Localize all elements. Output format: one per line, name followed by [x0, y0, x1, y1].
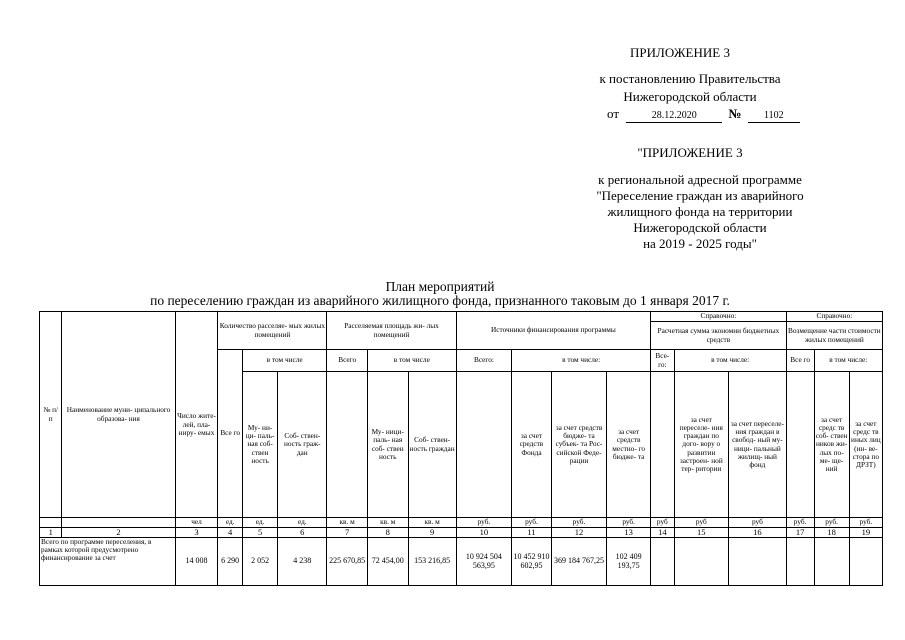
col-number-cell: 7 [327, 528, 368, 538]
number-label: № [728, 106, 742, 121]
col-sources-header: Источники финансирования программы [456, 312, 650, 350]
qty-muni-header: Му- ни- ци- паль- ная соб- ствен ность [242, 372, 277, 518]
comp-total-header: Все го [786, 350, 814, 372]
empty-cell [849, 538, 882, 586]
col-qty-header: Количество расселяе- мых жилых помещений [218, 312, 327, 350]
appendix-date-line [607, 106, 800, 123]
empty-cell [786, 538, 814, 586]
empty-cell [729, 538, 787, 586]
econ-incl-header: в том числе: [674, 350, 786, 372]
col-compensation-header: Возмещение части стоимости жилых помещений [786, 322, 882, 350]
col-number-cell: 19 [849, 528, 882, 538]
fin-fund-header: за счет средств Фонда [512, 372, 552, 518]
unit-cell: руб [651, 518, 675, 528]
unit-cell: кв. м [408, 518, 456, 528]
program-line: к региональной адресной программе [598, 172, 802, 187]
from-label: от [607, 106, 620, 121]
fin-total-header: Всего: [456, 350, 512, 372]
col-number-cell: 3 [175, 528, 218, 538]
col-number-cell: 15 [674, 528, 728, 538]
col-number-cell: 6 [278, 528, 327, 538]
econ-total-cell [651, 372, 675, 518]
econ-free-fund-header: за счет переселе- ния граждан в свобод- ный му- ници- пальный жилищ- ный фонд [729, 372, 787, 518]
col-number-cell: 14 [651, 528, 675, 538]
col-number-cell: 8 [367, 528, 408, 538]
total-qty: 6 290 [218, 538, 243, 586]
table-row [40, 538, 883, 586]
col-number-cell: 12 [551, 528, 607, 538]
program-line: на 2019 - 2025 годы" [643, 236, 757, 251]
reference-label: Справочно: [651, 312, 787, 322]
qty-total-header: Все го [218, 350, 243, 518]
plan-title: План мероприятий [385, 279, 495, 294]
program-line: Нижегородской области [633, 220, 767, 235]
empty-cell [651, 538, 675, 586]
qty-own-header: Соб- ствен- ность граж- дан [278, 372, 327, 518]
col-name-header: Наименование муни- ципального образова- ния [62, 312, 175, 518]
area-total-cell [327, 372, 368, 518]
unit-cell: руб. [814, 518, 849, 528]
program-line: жилищного фонда на территории [607, 204, 793, 219]
comp-owners-header: за счет средс тв соб- ствен ников жи- лых по- ме- ще- ний [814, 372, 849, 518]
col-number-cell: 2 [62, 528, 175, 538]
unit-cell: руб. [786, 518, 814, 528]
total-fin-local: 102 409 193,75 [607, 538, 651, 586]
area-muni-header: Му- ници- паль- ная соб- ствен ность [367, 372, 408, 518]
col-economy-header: Расчетная сумма экономии бюджетных средств [651, 322, 787, 350]
appendix-line1: к постановлению Правительства [599, 71, 781, 86]
total-qty-own: 4 238 [278, 538, 327, 586]
col-number-header: № п/ п [40, 312, 62, 518]
unit-cell: ед. [242, 518, 277, 528]
unit-cell: ед. [278, 518, 327, 528]
plan-subtitle: по переселению граждан из аварийного жилищного фонда, признанного таковым до 1 января 2017 г. [150, 293, 730, 308]
col-number-cell: 18 [814, 528, 849, 538]
unit-cell: руб. [849, 518, 882, 528]
col-number-cell: 9 [408, 528, 456, 538]
unit-cell: кв. м [327, 518, 368, 528]
qty-incl-header: в том числе [242, 350, 326, 372]
empty-cell [674, 538, 728, 586]
total-fin-fund: 10 452 910 602,95 [512, 538, 552, 586]
appendix-line2: Нижегородской области [623, 89, 757, 104]
col-number-cell: 13 [607, 528, 651, 538]
program-appendix-title: "ПРИЛОЖЕНИЕ 3 [637, 145, 743, 160]
decree-number: 1102 [748, 110, 800, 123]
fin-local-header: за счет средств местно- го бюдже- та [607, 372, 651, 518]
fin-total-cell [456, 372, 512, 518]
total-row-label: Всего по программе переселения, в рамках которой предусмотрено финансирование за счет [40, 538, 176, 586]
unit-cell: кв. м [367, 518, 408, 528]
unit-cell: ед. [218, 518, 243, 528]
area-incl-header: в том числе [367, 350, 456, 372]
comp-investors-header: за счет средс тв иных лиц (ин- ве- стора по ДРЗТ) [849, 372, 882, 518]
unit-cell: чел [175, 518, 218, 528]
unit-cell: руб. [551, 518, 607, 528]
program-appendix-block [560, 172, 840, 252]
econ-contract-header: за счет переселе- ния граждан по дого- вору о развитии застроен- ной тер- ритории [674, 372, 728, 518]
col-people-header: Число жите- лей, пла- ниру- емых [175, 312, 218, 518]
decree-date: 28.12.2020 [626, 110, 722, 123]
total-qty-muni: 2 052 [242, 538, 277, 586]
reference-label: Справочно: [786, 312, 882, 322]
unit-cell: руб. [607, 518, 651, 528]
col-number-cell: 5 [242, 528, 277, 538]
col-number-cell: 17 [786, 528, 814, 538]
total-people: 14 008 [175, 538, 218, 586]
col-number-cell: 10 [456, 528, 512, 538]
econ-total-header: Все- го: [651, 350, 675, 372]
total-fin: 10 924 504 563,95 [456, 538, 512, 586]
unit-cell: руб. [456, 518, 512, 528]
total-area-muni: 72 454,00 [367, 538, 408, 586]
total-area-own: 153 216,85 [408, 538, 456, 586]
col-number-cell: 16 [729, 528, 787, 538]
plan-table [39, 311, 883, 586]
empty-cell [814, 538, 849, 586]
unit-cell [40, 518, 62, 528]
unit-cell: руб. [512, 518, 552, 528]
appendix-title: ПРИЛОЖЕНИЕ 3 [630, 45, 730, 60]
area-own-header: Соб- ствен- ность граждан [408, 372, 456, 518]
unit-cell: руб [729, 518, 787, 528]
col-number-cell: 1 [40, 528, 62, 538]
unit-cell: руб [674, 518, 728, 528]
col-area-header: Расселяемая площадь жи- лых помещений [327, 312, 456, 350]
program-line: "Переселение граждан из аварийного [596, 188, 804, 203]
total-fin-subj: 369 184 767,25 [551, 538, 607, 586]
comp-incl-header: в том числе: [814, 350, 883, 372]
comp-total-cell [786, 372, 814, 518]
area-total-header: Всего [327, 350, 368, 372]
col-number-cell: 4 [218, 528, 243, 538]
total-area: 225 670,85 [327, 538, 368, 586]
unit-cell [62, 518, 175, 528]
fin-subj-header: за счет средств бюдже- та субъек- та Рос- сийской Феде- рации [551, 372, 607, 518]
col-number-cell: 11 [512, 528, 552, 538]
fin-incl-header: в том числе: [512, 350, 651, 372]
